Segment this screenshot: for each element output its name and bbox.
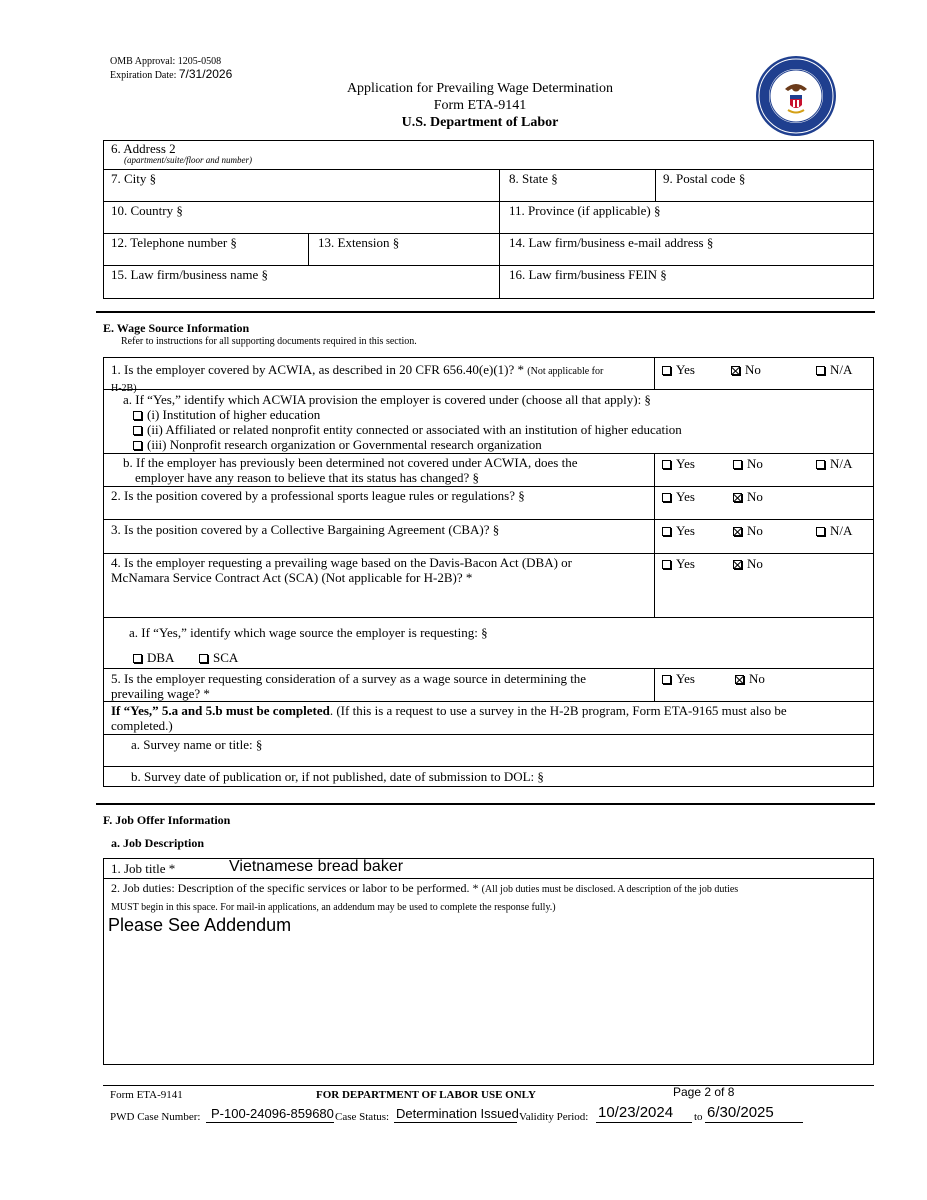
checkbox-checked-icon[interactable] [733, 560, 742, 569]
state-label: 8. State § [509, 171, 558, 186]
q5a-label: a. Survey name or title: § [131, 737, 263, 752]
q2-yes[interactable]: Yes [662, 489, 695, 505]
validity-to-value: 6/30/2025 [707, 1104, 774, 1121]
q4a-dba[interactable]: DBA [133, 650, 174, 666]
q5-label: 5. Is the employer requesting consideration of a survey as a wage source in determining the prevailing wage? * [111, 671, 587, 701]
q1-na[interactable]: N/A [816, 362, 852, 378]
q1b-yes[interactable]: Yes [662, 456, 695, 472]
checkbox-checked-icon[interactable] [733, 493, 742, 502]
form-title: Application for Prevailing Wage Determination [346, 81, 614, 96]
checkbox-checked-icon[interactable] [735, 675, 744, 684]
job-title-value[interactable]: Vietnamese bread baker [229, 858, 404, 875]
expiration-value: 7/31/2026 [178, 67, 233, 81]
validity-from-value: 10/23/2024 [598, 1104, 674, 1121]
job-title-label: 1. Job title * [111, 861, 176, 876]
checkbox-icon[interactable] [199, 654, 208, 663]
country-label: 10. Country § [111, 203, 183, 218]
q3-no[interactable]: No [733, 523, 763, 539]
checkbox-icon[interactable] [816, 460, 825, 469]
q1a-option-iii[interactable]: (iii) Nonprofit research organization or Governmental research organization [133, 437, 542, 453]
q1a-option-ii[interactable]: (ii) Affiliated or related nonprofit entity connected or associated with an institution of higher education [133, 422, 682, 438]
postal-code-label: 9. Postal code § [663, 171, 746, 186]
checkbox-icon[interactable] [662, 493, 671, 502]
q1-no[interactable]: No [731, 362, 761, 378]
checkbox-icon[interactable] [662, 460, 671, 469]
case-number-value: P-100-24096-859680 [211, 1106, 334, 1121]
checkbox-icon[interactable] [662, 675, 671, 684]
q3-label: 3. Is the position covered by a Collective Bargaining Agreement (CBA)? § [111, 522, 500, 537]
email-label: 14. Law firm/business e-mail address § [509, 235, 714, 250]
expiration-label: Expiration Date: [110, 70, 177, 81]
q1b-label: b. If the employer has previously been determined not covered under ACWIA, does the employer have any reason to believe that its status has changed? § [123, 455, 578, 485]
province-label: 11. Province (if applicable) § [509, 203, 661, 218]
city-label: 7. City § [111, 171, 157, 186]
footer-dol-use: FOR DEPARTMENT OF LABOR USE ONLY [316, 1089, 536, 1101]
checkbox-icon[interactable] [733, 460, 742, 469]
q3-yes[interactable]: Yes [662, 523, 695, 539]
checkbox-checked-icon[interactable] [731, 366, 740, 375]
business-name-label: 15. Law firm/business name § [111, 267, 269, 282]
checkbox-icon[interactable] [133, 411, 142, 420]
extension-label: 13. Extension § [318, 235, 400, 250]
q5-no[interactable]: No [735, 671, 765, 687]
q1b-na[interactable]: N/A [816, 456, 852, 472]
telephone-label: 12. Telephone number § [111, 235, 237, 250]
case-number-label: PWD Case Number: [110, 1111, 201, 1123]
checkbox-icon[interactable] [662, 366, 671, 375]
checkbox-icon[interactable] [133, 654, 142, 663]
q1b-no[interactable]: No [733, 456, 763, 472]
q4a-sca[interactable]: SCA [199, 650, 238, 666]
department-name: U.S. Department of Labor [401, 115, 559, 130]
section-f-title: F. Job Offer Information [103, 813, 231, 827]
validity-to-label: to [694, 1111, 703, 1123]
checkbox-icon[interactable] [133, 441, 142, 450]
form-header [300, 80, 660, 131]
q4a-label: a. If “Yes,” identify which wage source the employer is requesting: § [129, 625, 488, 640]
checkbox-icon[interactable] [816, 366, 825, 375]
q5-instruction: If “Yes,” 5.a and 5.b must be completed. (If this is a request to use a survey in the H-2B program, Form ETA-9165 must also be completed.) [111, 703, 787, 733]
job-duties-value[interactable]: Please See Addendum [108, 915, 292, 935]
q1a-label: a. If “Yes,” identify which ACWIA provision the employer is covered under (choose all that apply): § [123, 392, 651, 407]
checkbox-checked-icon[interactable] [733, 527, 742, 536]
q2-no[interactable]: No [733, 489, 763, 505]
job-duties-label: 2. Job duties: Description of the specific services or labor to be performed. * (All job duties must be disclosed. A description of the job duties MUST begin in this space. For mail-in applications, an addendum may be used to complete the response fully.) [111, 881, 739, 913]
q4-yes[interactable]: Yes [662, 556, 695, 572]
checkbox-icon[interactable] [816, 527, 825, 536]
dol-seal-icon [755, 55, 837, 137]
footer-page-number: Page 2 of 8 [673, 1085, 735, 1099]
section-e-title: E. Wage Source Information [103, 321, 250, 335]
q1-yes[interactable]: Yes [662, 362, 695, 378]
q5-yes[interactable]: Yes [662, 671, 695, 687]
job-description-subtitle: a. Job Description [111, 836, 204, 850]
case-status-value: Determination Issued [396, 1106, 519, 1121]
section-e-subtitle: Refer to instructions for all supporting documents required in this section. [121, 336, 417, 347]
address2-label: 6. Address 2 [111, 141, 176, 156]
form-number: Form ETA-9141 [433, 98, 527, 113]
address2-note: (apartment/suite/floor and number) [124, 155, 252, 165]
case-status-label: Case Status: [335, 1111, 390, 1123]
omb-approval: OMB Approval: 1205-0508 [110, 56, 222, 67]
q4-no[interactable]: No [733, 556, 763, 572]
validity-label: Validity Period: [519, 1111, 589, 1123]
checkbox-icon[interactable] [662, 560, 671, 569]
q5b-label: b. Survey date of publication or, if not published, date of submission to DOL: § [131, 769, 544, 784]
omb-info [110, 56, 232, 82]
q1a-option-i[interactable]: (i) Institution of higher education [133, 407, 320, 423]
q3-na[interactable]: N/A [816, 523, 852, 539]
checkbox-icon[interactable] [133, 426, 142, 435]
q1-label: 1. Is the employer covered by ACWIA, as described in 20 CFR 656.40(e)(1)? * (Not applicable for H-2B) [111, 362, 604, 394]
footer-form-number: Form ETA-9141 [110, 1089, 183, 1101]
q4-label: 4. Is the employer requesting a prevailing wage based on the Davis-Bacon Act (DBA) or McNamara Service Contract Act (SCA) (Not applicable for H-2B)? * [111, 555, 573, 585]
q2-label: 2. Is the position covered by a professional sports league rules or regulations? § [111, 488, 525, 503]
fein-label: 16. Law firm/business FEIN § [509, 267, 667, 282]
checkbox-icon[interactable] [662, 527, 671, 536]
